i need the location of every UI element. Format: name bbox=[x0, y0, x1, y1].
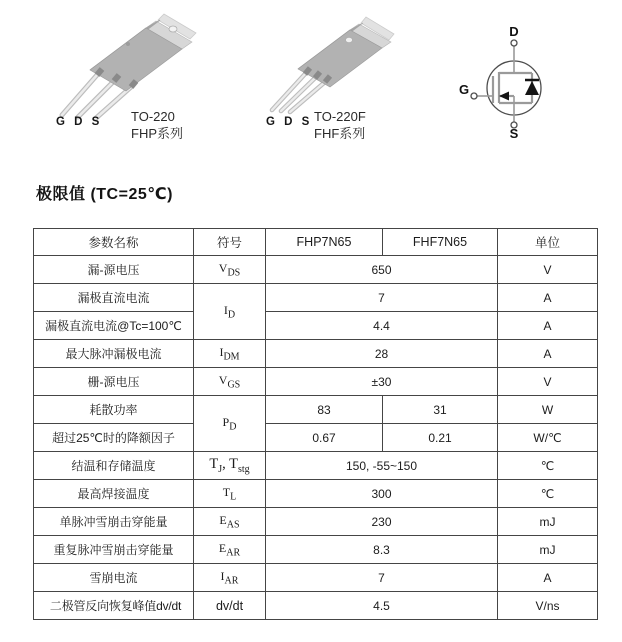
unit-cell: W bbox=[498, 396, 598, 424]
value-cell: 300 bbox=[266, 480, 498, 508]
value-cell: 4.4 bbox=[266, 312, 498, 340]
value-cell: 150, -55~150 bbox=[266, 452, 498, 480]
value-cell: 230 bbox=[266, 508, 498, 536]
param-name-cell: 超过25℃时的降额因子 bbox=[34, 424, 194, 452]
symbol-cell: $T_L$ bbox=[194, 480, 266, 508]
value-cell: 7 bbox=[266, 564, 498, 592]
unit-cell: mJ bbox=[498, 536, 598, 564]
package1-series-label: FHP系列 bbox=[131, 125, 184, 141]
param-name-cell: 漏极直流电流 bbox=[34, 284, 194, 312]
unit-cell: V bbox=[498, 368, 598, 396]
unit-cell: W/℃ bbox=[498, 424, 598, 452]
unit-cell: A bbox=[498, 340, 598, 368]
table-header-row bbox=[34, 229, 598, 256]
table-row bbox=[34, 564, 598, 592]
param-name-cell: 栅-源电压 bbox=[34, 368, 194, 396]
table-row bbox=[34, 592, 598, 620]
symbol-cell: $I_D$ bbox=[194, 284, 266, 340]
value-cell: 650 bbox=[266, 256, 498, 284]
mosfet-drain-label: D bbox=[509, 24, 519, 39]
package2-pins-label: G D S bbox=[266, 116, 313, 128]
column-header-fhf: FHF7N65 bbox=[383, 229, 498, 256]
unit-cell: V bbox=[498, 256, 598, 284]
unit-cell: V/ns bbox=[498, 592, 598, 620]
symbol-cell: $P_D$ bbox=[194, 396, 266, 452]
mosfet-source-label: S bbox=[509, 126, 519, 141]
param-name-cell: 最高焊接温度 bbox=[34, 480, 194, 508]
column-header-unit: 单位 bbox=[498, 229, 598, 256]
unit-cell: A bbox=[498, 564, 598, 592]
unit-cell: A bbox=[498, 284, 598, 312]
value-cell-fhf: 0.21 bbox=[383, 424, 498, 452]
table-row bbox=[34, 480, 598, 508]
table-row bbox=[34, 424, 598, 452]
table-row bbox=[34, 452, 598, 480]
column-header-fhp: FHP7N65 bbox=[266, 229, 383, 256]
param-name-cell: 结温和存储温度 bbox=[34, 452, 194, 480]
package2-caption bbox=[314, 109, 366, 142]
column-header-param: 参数名称 bbox=[34, 229, 194, 256]
value-cell: 7 bbox=[266, 284, 498, 312]
to220-package-image bbox=[40, 12, 215, 124]
param-name-cell: 雪崩电流 bbox=[34, 564, 194, 592]
table-row bbox=[34, 396, 598, 424]
unit-cell: mJ bbox=[498, 508, 598, 536]
table-row bbox=[34, 312, 598, 340]
to220f-package-image bbox=[252, 16, 402, 124]
section-title: 极限值 (TC=25℃) bbox=[36, 186, 173, 203]
symbol-cell: dv/dt bbox=[194, 592, 266, 620]
unit-cell: A bbox=[498, 312, 598, 340]
symbol-cell: $T_J$, $T_{stg}$ bbox=[194, 452, 266, 480]
param-name-cell: 漏-源电压 bbox=[34, 256, 194, 284]
mosfet-gate-label: G bbox=[459, 82, 470, 97]
symbol-cell: $I_{DM}$ bbox=[194, 340, 266, 368]
table-row bbox=[34, 368, 598, 396]
mosfet-symbol bbox=[450, 22, 590, 144]
param-name-cell: 耗散功率 bbox=[34, 396, 194, 424]
package2-series-label: FHF系列 bbox=[314, 125, 366, 141]
value-cell-fhp: 83 bbox=[266, 396, 383, 424]
table-row bbox=[34, 536, 598, 564]
symbol-cell: $E_{AS}$ bbox=[194, 508, 266, 536]
value-cell-fhf: 31 bbox=[383, 396, 498, 424]
package2-type-label: TO-220F bbox=[314, 109, 366, 124]
unit-cell: ℃ bbox=[498, 480, 598, 508]
value-cell: ±30 bbox=[266, 368, 498, 396]
value-cell: 4.5 bbox=[266, 592, 498, 620]
limits-table bbox=[33, 228, 598, 620]
table-row bbox=[34, 340, 598, 368]
package1-pins-label: G D S bbox=[56, 116, 103, 128]
column-header-symbol: 符号 bbox=[194, 229, 266, 256]
table-row bbox=[34, 256, 598, 284]
param-name-cell: 重复脉冲雪崩击穿能量 bbox=[34, 536, 194, 564]
value-cell-fhp: 0.67 bbox=[266, 424, 383, 452]
symbol-cell: $I_{AR}$ bbox=[194, 564, 266, 592]
param-name-cell: 单脉冲雪崩击穿能量 bbox=[34, 508, 194, 536]
table-row bbox=[34, 508, 598, 536]
symbol-cell: $V_{DS}$ bbox=[194, 256, 266, 284]
value-cell: 8.3 bbox=[266, 536, 498, 564]
unit-cell: ℃ bbox=[498, 452, 598, 480]
package1-type-label: TO-220 bbox=[131, 109, 175, 124]
param-name-cell: 二极管反向恢复峰值dv/dt bbox=[34, 592, 194, 620]
package1-caption bbox=[131, 109, 183, 142]
param-name-cell: 最大脉冲漏极电流 bbox=[34, 340, 194, 368]
value-cell: 28 bbox=[266, 340, 498, 368]
param-name-cell: 漏极直流电流@Tc=100℃ bbox=[34, 312, 194, 340]
symbol-cell: $V_{GS}$ bbox=[194, 368, 266, 396]
symbol-cell: $E_{AR}$ bbox=[194, 536, 266, 564]
table-row bbox=[34, 284, 598, 312]
